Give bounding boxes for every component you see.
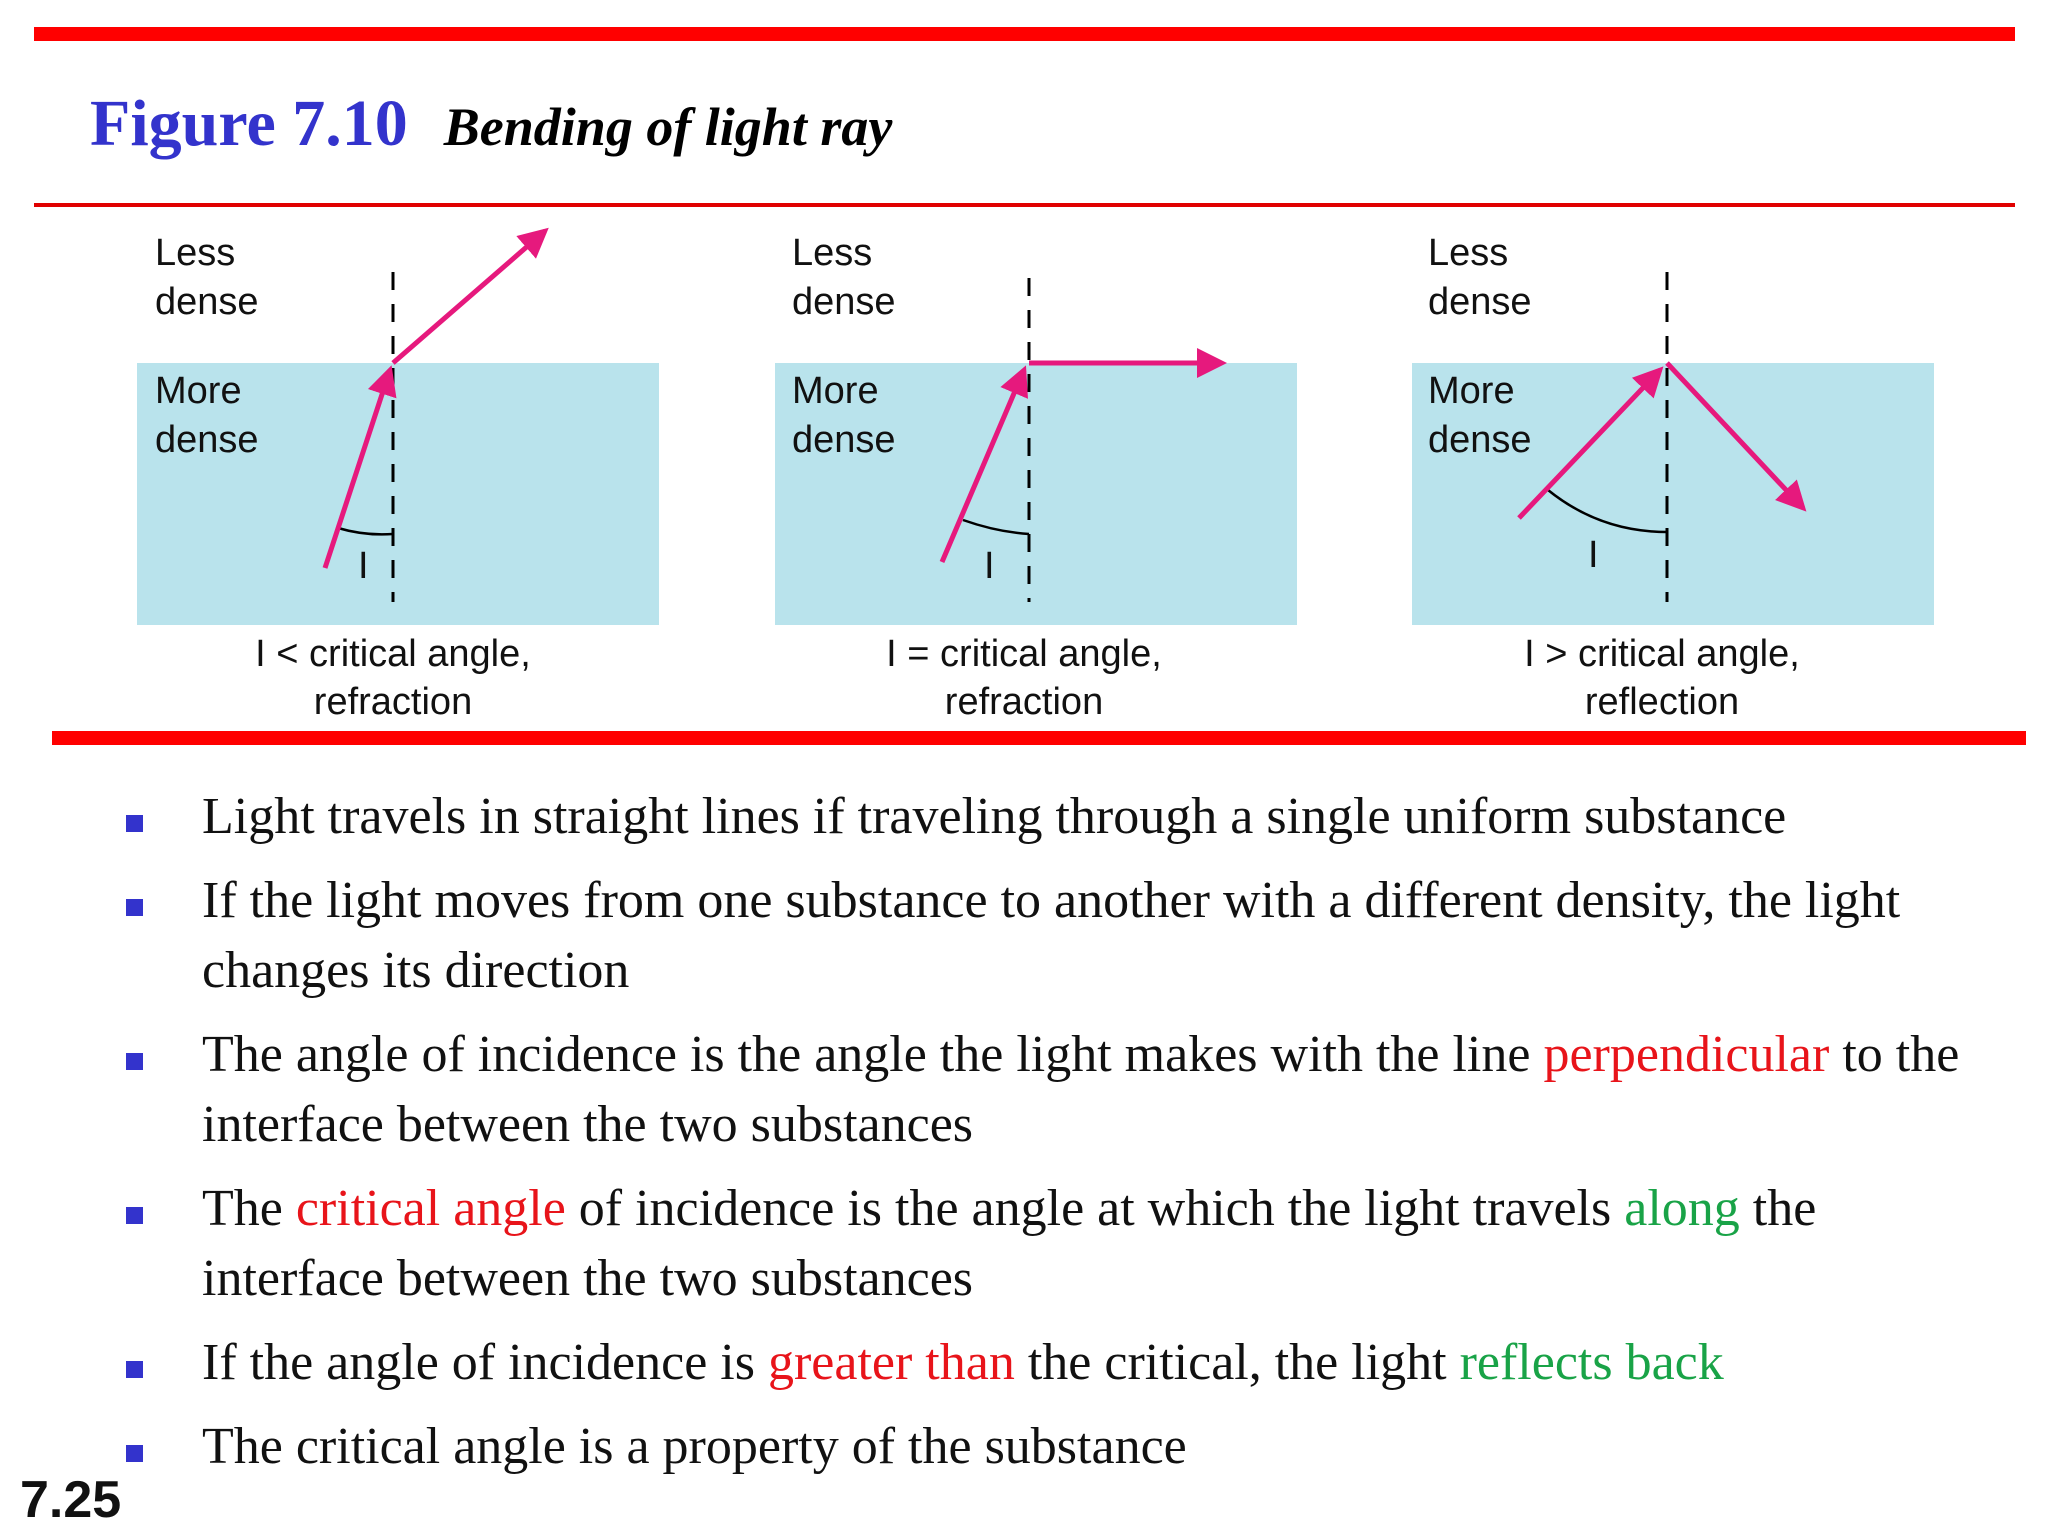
panel-reflection <box>1412 232 1934 723</box>
less-dense-label-line2: dense <box>1428 281 1532 323</box>
figure-bottom-bar <box>52 731 2026 745</box>
bullet-item <box>122 1328 2002 1398</box>
figure-number: Figure 7.10 <box>90 87 408 160</box>
light-bending-diagram <box>0 220 2048 730</box>
bullet-item <box>122 866 2002 1006</box>
title-underline <box>34 203 2015 207</box>
square-bullet-icon <box>126 1445 143 1462</box>
less-dense-label-line1: Less <box>792 232 873 274</box>
angle-label: I <box>358 545 369 587</box>
panel-caption-line1: I < critical angle, <box>255 633 531 675</box>
bullet-text: the critical, the light <box>1014 1334 1460 1391</box>
square-bullet-icon <box>126 899 143 916</box>
panel-refraction-critical <box>775 232 1297 723</box>
square-bullet-icon <box>126 815 143 832</box>
highlight-along: along <box>1624 1180 1740 1237</box>
bullet-text: The <box>202 1180 296 1237</box>
top-accent-bar <box>34 27 2015 41</box>
bullet-item <box>122 1020 2002 1160</box>
highlight-critical-angle: critical angle <box>295 1180 566 1237</box>
panel-caption-line2: refraction <box>313 681 473 723</box>
panel-caption-line2: reflection <box>1584 681 1740 723</box>
more-dense-label-line1: More <box>1428 370 1515 412</box>
highlight-reflects-back: reflects back <box>1459 1334 1724 1391</box>
bullet-text: Light travels in straight lines if traveling through a single uniform substance <box>202 788 1787 845</box>
slide-title <box>90 86 892 162</box>
bullet-text: The critical angle is a property of the substance <box>202 1418 1187 1475</box>
more-dense-label-line2: dense <box>1428 419 1532 461</box>
bullet-text: of incidence is the angle at which the light travels <box>565 1180 1625 1237</box>
panel-caption-line1: I > critical angle, <box>1524 633 1800 675</box>
angle-label: I <box>1588 534 1599 576</box>
more-dense-label-line1: More <box>792 370 879 412</box>
square-bullet-icon <box>126 1207 143 1224</box>
panel-caption-line1: I = critical angle, <box>886 633 1162 675</box>
bullet-text: to the interface between the two substances <box>202 1026 1960 1153</box>
angle-label: I <box>984 545 995 587</box>
more-dense-label-line1: More <box>155 370 242 412</box>
bullet-text: the interface between the two substances <box>202 1180 1817 1307</box>
bullet-text: If the angle of incidence is <box>202 1334 768 1391</box>
bullet-text: The angle of incidence is the angle the light makes with the line <box>202 1026 1544 1083</box>
highlight-greater-than: greater than <box>767 1334 1015 1391</box>
less-dense-label-line2: dense <box>155 281 259 323</box>
less-dense-label-line1: Less <box>1428 232 1509 274</box>
panel-refraction-less <box>137 231 659 723</box>
square-bullet-icon <box>126 1053 143 1070</box>
less-dense-label-line2: dense <box>792 281 896 323</box>
bullet-item <box>122 782 2002 852</box>
bullet-list <box>122 782 2002 1496</box>
bullet-text: If the light moves from one substance to another with a different density, the light changes its direction <box>202 872 1901 999</box>
figure-caption: Bending of light ray <box>443 97 893 157</box>
less-dense-label-line1: Less <box>155 232 236 274</box>
refracted-ray <box>393 231 545 363</box>
square-bullet-icon <box>126 1361 143 1378</box>
bullet-item <box>122 1174 2002 1314</box>
slide-number: 7.25 <box>20 1471 122 1529</box>
bullet-item <box>122 1412 2002 1482</box>
panel-caption-line2: refraction <box>944 681 1104 723</box>
more-dense-label-line2: dense <box>155 419 259 461</box>
more-dense-label-line2: dense <box>792 419 896 461</box>
highlight-perpendicular: perpendicular <box>1543 1026 1830 1083</box>
